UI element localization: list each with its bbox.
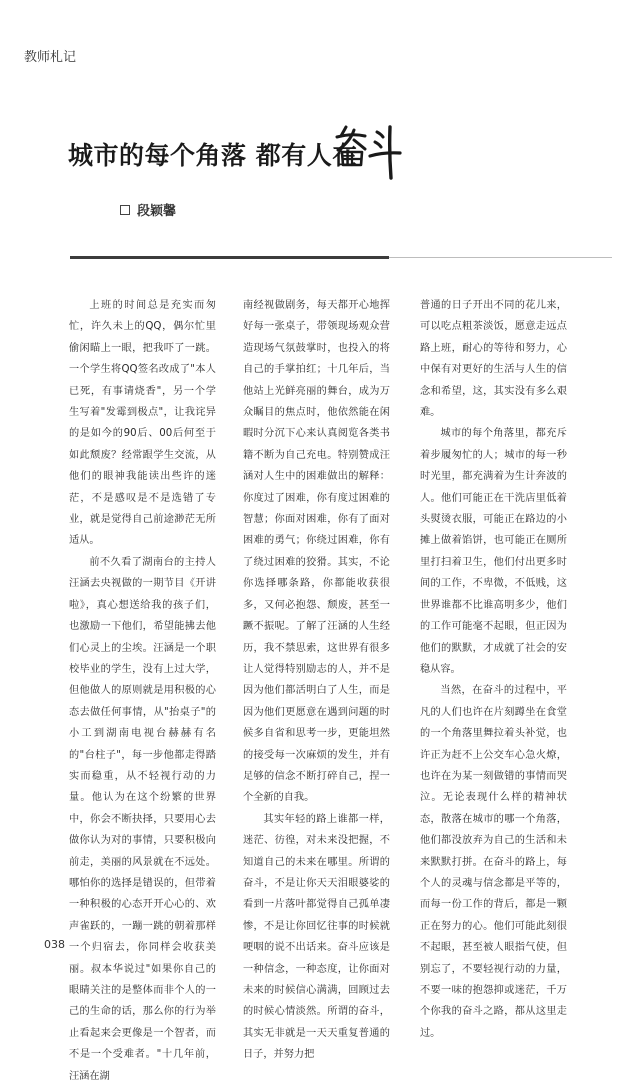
paragraph: 其实年轻的路上谁都一样，迷茫、彷徨，对未来没把握，不知道自己的未来在哪里。所谓的奋斗，不是让你天天泪眼婆娑的看到一片落叶都觉得自己孤单凄惨，不是让你回忆往事的时候就哽咽的说不出话来。奋斗应该是一种信念，一种态度，让你面对未来的时候信心满满，回顾过去的时候心情淡然。所谓的奋斗，其实无非就是一天天重复普通的日子，并努力把: [243, 813, 390, 1061]
paragraph: 前不久看了湖南台的主持人汪涵去央视做的一期节目《开讲啦》，真心想送给我的孩子们，也激励一下他们，希望能拂去他们心灵上的尘埃。汪涵是一个职校毕业的学生，没有上过大学，但他做人的原则就是用积极的心态去做任何事情，从"抬桌子"的小工到湖南电视台赫赫有名的"台柱子"，每一步他都走得踏实而稳重，从不轻视行动的力量。他认为在这个纷繁的世界中，你会不断抉择，只要用心去做你认为对的事情，只要积极向前走，美丽的风景就在不远处。哪怕你的选择是错误的，但带着一种积极的心态开开心心的、欢声雀跃的，一蹦一跳的朝着那样一个归宿去，你同样会收获美丽。叔本华说过"如果你自己的眼睛关注的是整体而非个人的一己的生命的话，那么你的行为举止看起来会更像是一个智者，而不是一个受难者。"十几年前，汪涵在湖: [69, 556, 216, 1082]
paragraph: 城市的每个角落里，都充斥着步履匆忙的人；城市的每一秒时光里，都充满着为生计奔波的人。他们可能正在干洗店里低着头熨烫衣服，可能正在路边的小摊上做着馅饼，也可能正在厕所里打扫着卫生，他们付出更多时间的工作，不卑微，不低贱，这世界谁都不比谁高明多少，他们的工作可能毫不起眼，但正因为他们的默默，才成就了社会的安稳从容。: [420, 428, 567, 675]
column-tag: 教师札记: [24, 50, 77, 65]
paragraph: 当然，在奋斗的过程中，平凡的人们也许在片刻蹲坐在食堂的一个角落里舞拉着头补觉，也许正为赶不上公交车心急火燎，也许在为某一刻做错的事情而哭泣。无论表现什么样的精神状态，散落在城市的哪一个角落，他们都没放弃为自己的生活和未来默默打拼。在奋斗的路上，每个人的灵魂与信念都是平等的，而每一份工作的背后，都是一颗正在努力的心。他们可能此刻很不起眼，甚至被人眼指气使，但别忘了，不要轻视行动的力量，不要一味的抱怨抑或迷茫，千万个你我的奋斗之路，都从这里走过。: [420, 685, 567, 1039]
header-divider-accent: [70, 256, 389, 259]
text-column-3: [420, 295, 567, 1044]
square-bullet-icon: [120, 205, 130, 215]
paragraph: 南经视做剧务，每天都开心地挥好每一张桌子，带领现场观众营造现场气氛鼓掌时，也投入的将自己的手掌拍红；十几年后，当他站上光鲜亮丽的舞台，成为万众瞩目的焦点时，他依然能在闲暇时分沉下心来认真阅览各类书籍不断为自己充电。特别赞成汪涵对人生中的困难做出的解释：你度过了困难，你有度过困难的智慧；你面对困难，你有了面对困难的勇气；你绕过困难，你有了绕过困难的狡猾。其实，不论你选择哪条路，你都能收获很多，又何必抱怨、颓废，甚至一蹶不振呢。了解了汪涵的人生经历，我不禁思索，这世界有很多让人觉得特别励志的人，并不是因为他们都活明白了人生，而是因为他们更愿意在遇到问题的时候多自省和思考一步，更能坦然的接受每一次麻烦的发生，并有足够的信念不断打碎自己，捏一个全新的自我。: [243, 300, 390, 804]
calligraphy-fendou-glyph: [332, 122, 404, 180]
article-title-block: [68, 126, 428, 196]
page-number: 038: [44, 938, 65, 951]
author-byline: [120, 200, 176, 219]
author-name: 段颖馨: [137, 204, 177, 219]
text-column-1: [69, 295, 216, 1087]
paragraph: 上班的时间总是充实而匆忙，许久未上的QQ，偶尔忙里偷闲瞄上一眼，把我吓了一跳。一个学生将QQ签名改成了"本人已死，有事请烧香"，另一个学生写着"发霉到极点"，让我诧异的是如今的90后、00后何至于如此颓废？经常跟学生交流，从他们的眼神我能读出些许的迷茫，不是感叹是不是选错了专业，就是觉得自己前途渺茫无所适从。: [69, 300, 216, 547]
article-title: 城市的每个角落 都有人在: [68, 141, 358, 170]
calligraphy-title-word: [332, 122, 404, 180]
text-column-2: [243, 295, 390, 1066]
paragraph: 普通的日子开出不同的花儿来，可以吃点粗茶淡饭，愿意走远点路上班，耐心的等待和努力，心中保有对更好的生活与人生的信念和希望，这，其实没有多么艰难。: [420, 300, 567, 419]
